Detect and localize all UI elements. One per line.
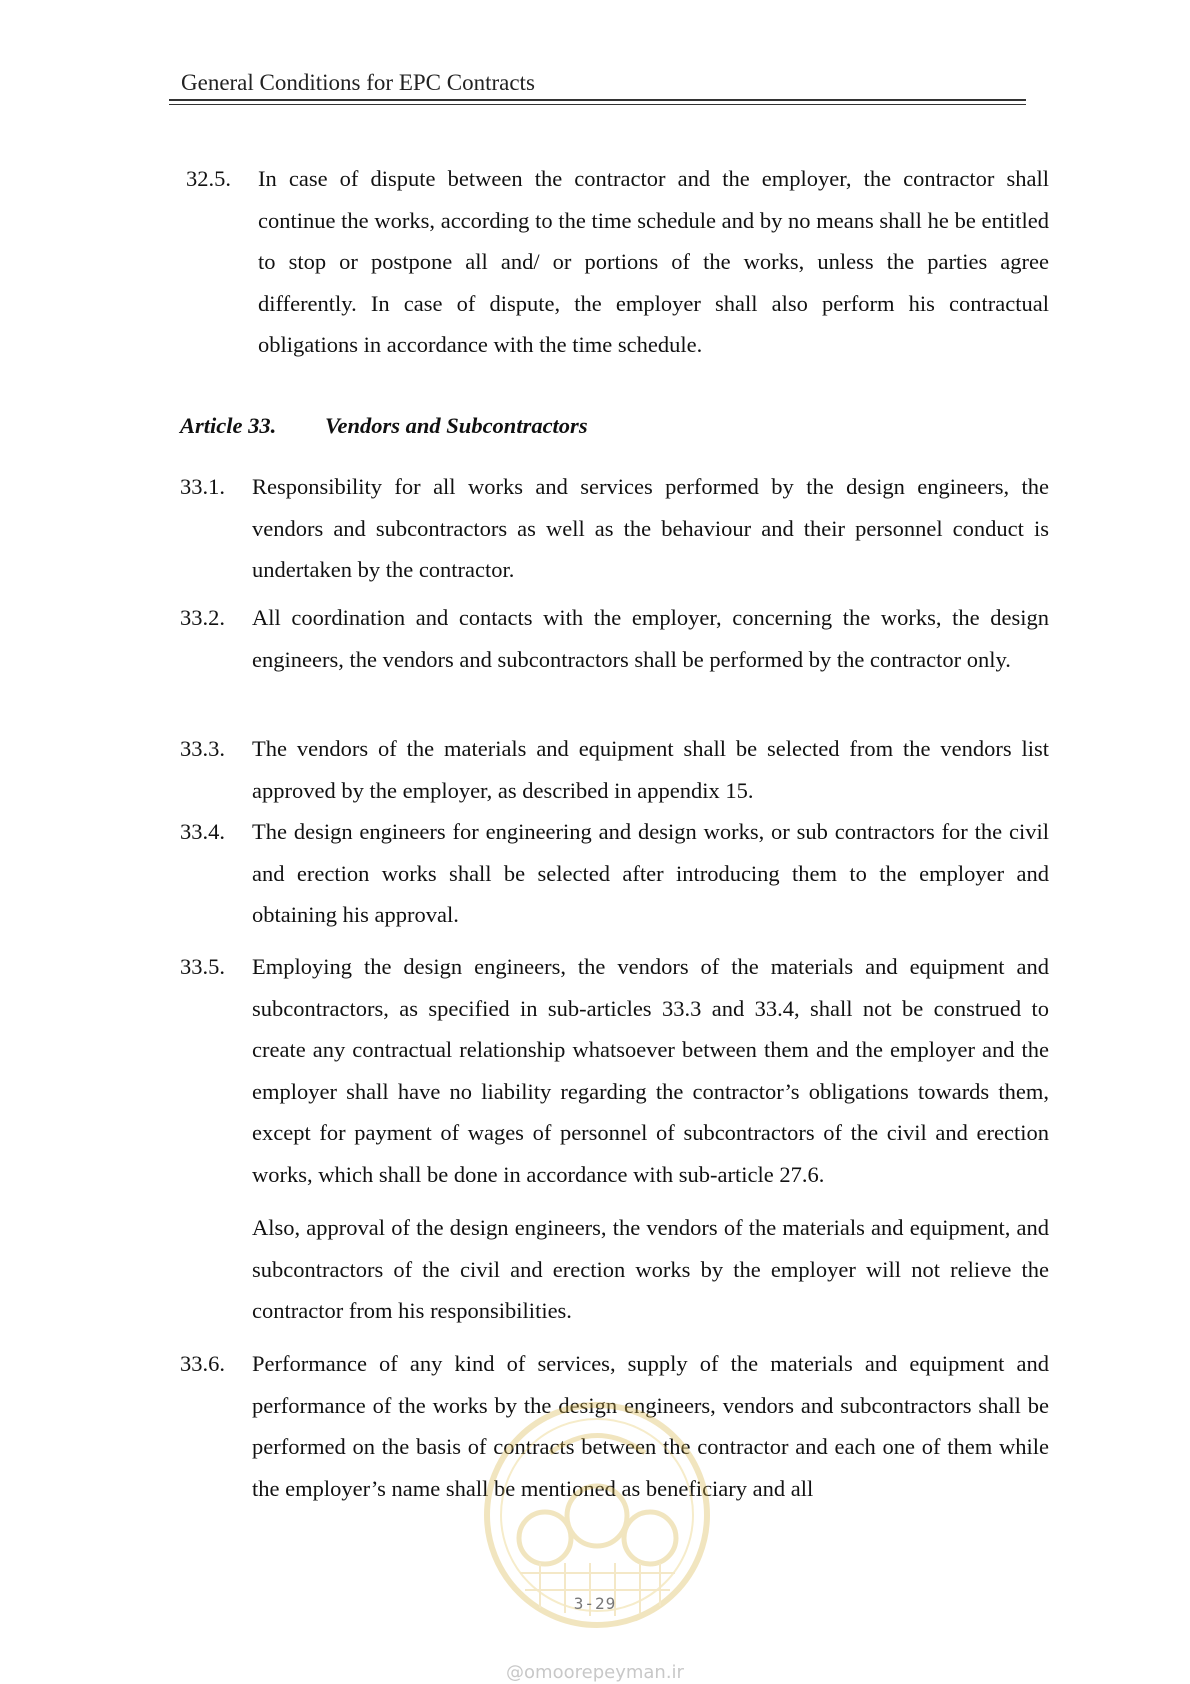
article-label: Article 33.	[180, 413, 277, 438]
clause-33-3	[180, 728, 1049, 811]
clause-number: 33.5.	[180, 954, 225, 979]
clause-33-4	[180, 811, 1049, 936]
running-header: General Conditions for EPC Contracts	[181, 70, 535, 95]
clause-text: In case of dispute between the contractor and the employer, the contractor shall continue the works, according to the time schedule and by no means shall he be entitled to stop or postpone all and/ or portions of the works, unless the parties agree differently. In case of dispute, the employer shall also perform his contractual obligations in accordance with the time schedule.	[258, 166, 1049, 357]
clause-33-6	[180, 1343, 1049, 1509]
clause-number: 33.3.	[180, 736, 225, 761]
header-rule-thin	[169, 104, 1026, 105]
clause-number: 33.6.	[180, 1351, 225, 1376]
clause-continuation: Also, approval of the design engineers, the vendors of the materials and equipment, and subcontractors of the civil and erection works by the employer will not relieve the contractor from his responsibilities.	[252, 1215, 1049, 1323]
clause-text: The vendors of the materials and equipment shall be selected from the vendors list approved by the employer, as described in appendix 15.	[252, 736, 1049, 803]
clause-33-5	[180, 946, 1049, 1332]
clause-33-1	[180, 466, 1049, 591]
article-heading	[180, 413, 588, 439]
clause-number: 33.2.	[180, 605, 225, 630]
watermark-url: @omoorepeyman.ir	[506, 1662, 684, 1683]
page-number: 3-29	[573, 1594, 617, 1613]
clause-text: All coordination and contacts with the employer, concerning the works, the design engineers, the vendors and subcontractors shall be performed by the contractor only.	[252, 605, 1049, 672]
clause-number: 33.1.	[180, 474, 225, 499]
clause-number: 32.5.	[186, 166, 231, 191]
clause-32-5	[180, 158, 1049, 366]
header-rule-thick	[169, 99, 1026, 101]
clause-text: Performance of any kind of services, supply of the materials and equipment and performance of the works by the design engineers, vendors and subcontractors shall be performed on the basis of contracts between the contractor and each one of them while the employer’s name shall be mentioned as beneficiary and all	[252, 1351, 1049, 1501]
article-title: Vendors and Subcontractors	[325, 413, 588, 438]
clause-text: The design engineers for engineering and design works, or sub contractors for the civil and erection works shall be selected after introducing them to the employer and obtaining his approval.	[252, 819, 1049, 927]
clause-33-2	[180, 597, 1049, 680]
clause-number: 33.4.	[180, 819, 225, 844]
clause-text: Employing the design engineers, the vendors of the materials and equipment and subcontractors, as specified in sub-articles 33.3 and 33.4, shall not be construed to create any contractual relationship whatsoever between them and the employer and the employer shall have no liability regarding the contractor’s obligations towards them, except for payment of wages of personnel of subcontractors of the civil and erection works, which shall be done in accordance with sub-article 27.6.	[252, 954, 1049, 1187]
clause-text: Responsibility for all works and services performed by the design engineers, the vendors and subcontractors as well as the behaviour and their personnel conduct is undertaken by the contractor.	[252, 474, 1049, 582]
